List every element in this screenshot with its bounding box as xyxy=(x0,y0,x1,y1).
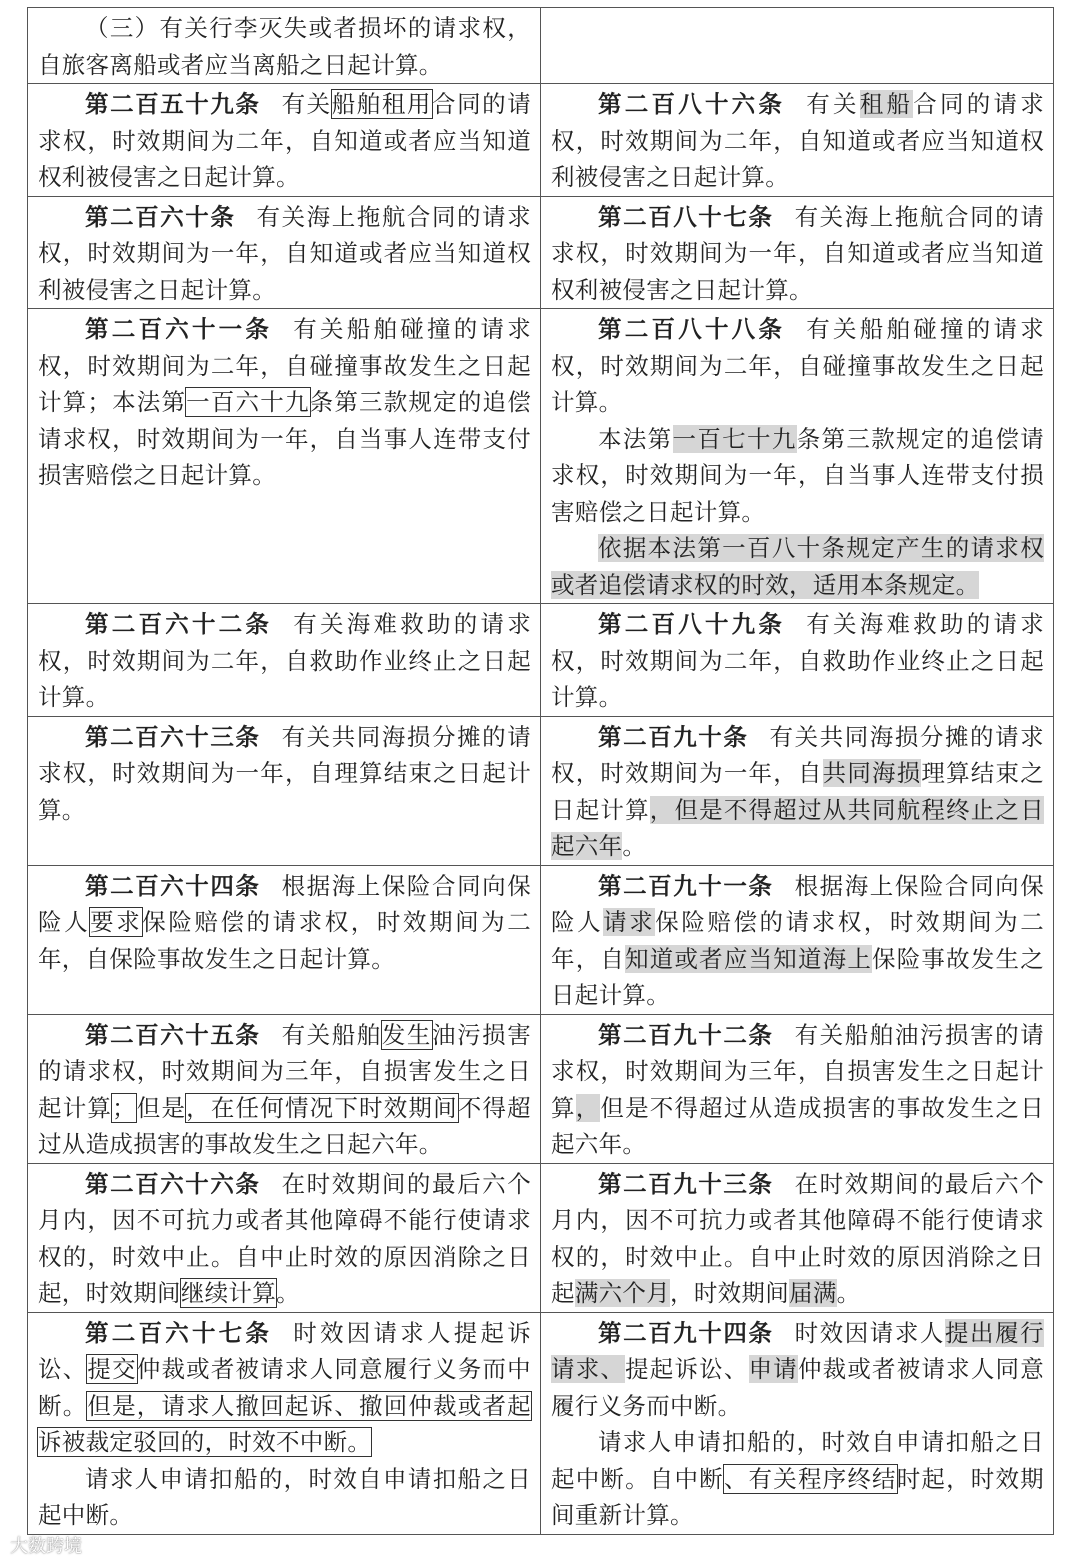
highlighted-text: 申请 xyxy=(748,1355,798,1383)
article-title: 第二百六十条 xyxy=(85,202,236,231)
left-cell xyxy=(28,716,541,865)
text: 有关船舶油污损害的请求权，时效期间为三年，自损害发生之日起计算 xyxy=(551,1020,1044,1122)
article-title: 第二百五十九条 xyxy=(85,90,261,118)
paragraph xyxy=(38,606,531,716)
paragraph xyxy=(38,199,531,309)
paragraph xyxy=(551,421,1044,531)
text: 。 xyxy=(622,832,647,860)
table-row xyxy=(28,1312,1054,1534)
boxed-text: 船舶租用 xyxy=(331,90,432,118)
boxed-text: 一百六十九 xyxy=(186,388,310,416)
right-cell xyxy=(541,865,1054,1014)
paragraph xyxy=(38,1461,531,1534)
paragraph xyxy=(551,1166,1044,1312)
text: 请求人申请扣船的，时效自申请扣船之日起中断。自中断 xyxy=(551,1428,1044,1493)
text: 保险赔偿的请求权，时效期间为二年，自保险事故发生之日起计算。 xyxy=(38,908,531,973)
table-row xyxy=(28,1163,1054,1312)
left-cell xyxy=(28,8,541,84)
left-cell xyxy=(28,84,541,197)
paragraph xyxy=(38,86,531,196)
boxed-text: 但是，请求人撤回起诉、撤回仲裁或者起诉被裁定驳回的，时效不中断。 xyxy=(38,1391,531,1456)
text: 根据海上保险合同向保险人 xyxy=(551,871,1044,936)
text: 时效因请求人 xyxy=(794,1318,945,1347)
boxed-text: 、有关程序终结 xyxy=(723,1464,897,1493)
right-cell xyxy=(541,1163,1054,1312)
highlighted-text: 满六个月 xyxy=(574,1279,671,1307)
highlighted-text: 提出履行请求、 xyxy=(551,1318,1044,1383)
table-row xyxy=(28,8,1054,84)
text: （三）有关行李灭失或者损坏的请求权，自旅客离船或者应当离船之日起计算。 xyxy=(38,14,531,79)
paragraph xyxy=(38,868,531,978)
highlighted-text: ，但是不得超过从共同航程终止之日起六年 xyxy=(551,795,1044,860)
article-title: 第二百八十七条 xyxy=(598,202,774,231)
comparison-table xyxy=(27,7,1054,1535)
paragraph xyxy=(551,1424,1044,1534)
text: 在时效期间的最后六个月内，因不可抗力或者其他障碍不能行使请求权的，时效中止。自中止时效的原因消除之日起 xyxy=(551,1169,1044,1307)
text: ，时效期间 xyxy=(670,1279,790,1307)
paragraph xyxy=(551,311,1044,421)
highlighted-text: 届满 xyxy=(789,1279,837,1307)
text: 有关 xyxy=(281,90,332,118)
left-cell xyxy=(28,196,541,309)
right-cell xyxy=(541,1312,1054,1534)
text: 保险事故发生之日起计算。 xyxy=(551,944,1045,1009)
text: 保险赔偿的请求权，时效期间为二年，自 xyxy=(551,908,1044,973)
highlighted-text: 知道或者应当知道海上 xyxy=(625,944,873,973)
boxed-text: 提交 xyxy=(87,1355,137,1383)
boxed-text: ，在任何情况下时效期间 xyxy=(186,1093,458,1122)
article-title: 第二百九十三条 xyxy=(598,1169,774,1198)
article-title: 第二百八十八条 xyxy=(598,315,786,343)
paragraph xyxy=(551,530,1044,603)
left-cell xyxy=(28,1014,541,1163)
article-title: 第二百九十条 xyxy=(598,722,749,751)
text: 但是 xyxy=(135,1093,187,1122)
right-cell xyxy=(541,84,1054,197)
highlighted-text: 共同海损 xyxy=(822,759,922,787)
text: 条第三款规定的追偿请求权，时效期间为一年，自当事人连带支付损害赔偿之日起计算。 xyxy=(38,388,532,489)
right-cell xyxy=(541,196,1054,309)
text: 根据海上保险合同向保险人 xyxy=(38,871,531,936)
table-row xyxy=(28,716,1054,865)
highlighted-text: 依据本法第一百八十条规定产生的请求权或者追偿请求权的时效，适用本条规定。 xyxy=(551,534,1044,599)
text: 不得超过从造成损害的事故发生之日起六年。 xyxy=(38,1093,531,1158)
text: 但是不得超过从造成损害的事故发生之日起六年。 xyxy=(551,1093,1044,1158)
text: 提起诉讼、 xyxy=(625,1355,749,1383)
right-cell xyxy=(541,309,1054,604)
article-title: 第二百六十五条 xyxy=(85,1020,261,1049)
text: 条第三款规定的追偿请求权，时效期间为一年，自当事人连带支付损害赔偿之日起计算。 xyxy=(551,424,1045,526)
text: 有关海上拖航合同的请求权，时效期间为一年，自知道或者应当知道权利被侵害之日起计算。 xyxy=(38,202,531,304)
paragraph xyxy=(38,311,531,494)
table-row xyxy=(28,84,1054,197)
text: 有关共同海损分摊的请求权，时效期间为一年，自理算结束之日起计算。 xyxy=(38,722,531,824)
text: 。 xyxy=(276,1279,300,1307)
text: 有关海难救助的请求权，时效期间为二年，自救助作业终止之日起计算。 xyxy=(38,610,531,711)
text: 时效因请求人提起诉讼、 xyxy=(38,1318,531,1383)
table-row xyxy=(28,309,1054,604)
article-title: 第二百六十三条 xyxy=(85,722,261,751)
article-title: 第二百八十九条 xyxy=(598,610,786,638)
text: 仲裁或者被请求人同意履行义务而中断。 xyxy=(551,1355,1045,1420)
table-row xyxy=(28,196,1054,309)
boxed-text: 发生 xyxy=(381,1020,432,1049)
text: 合同的请求权，时效期间为二年，自知道或者应当知道权利被侵害之日起计算。 xyxy=(38,90,531,191)
article-title: 第二百九十一条 xyxy=(598,871,774,900)
text: 合同的请求权，时效期间为二年，自知道或者应当知道权利被侵害之日起计算。 xyxy=(551,90,1045,191)
text: 。 xyxy=(836,1279,861,1307)
boxed-text: 要求 xyxy=(90,908,143,936)
text: 有关船舶 xyxy=(281,1020,382,1049)
text: 有关海上拖航合同的请求权，时效期间为一年，自知道或者应当知道权利被侵害之日起计算。 xyxy=(551,202,1044,304)
paragraph xyxy=(38,1315,531,1461)
table-row xyxy=(28,604,1054,717)
article-title: 第二百九十四条 xyxy=(598,1318,774,1347)
right-cell xyxy=(541,716,1054,865)
paragraph xyxy=(551,606,1044,716)
paragraph xyxy=(38,1166,531,1312)
highlighted-text: 租船 xyxy=(859,90,914,118)
boxed-text: ； xyxy=(112,1093,136,1122)
paragraph xyxy=(551,868,1044,1014)
paragraph xyxy=(551,199,1044,309)
text: 油污损害的请求权，时效期间为三年，自损害发生之日起计算 xyxy=(38,1020,531,1122)
text: 请求人申请扣船的，时效自申请扣船之日起中断。 xyxy=(38,1464,531,1529)
table-row xyxy=(28,1014,1054,1163)
text: 有关 xyxy=(806,90,860,118)
text: 有关船舶碰撞的请求权，时效期间为二年，自碰撞事故发生之日起计算。 xyxy=(551,315,1044,416)
text: 有关船舶碰撞的请求权，时效期间为二年，自碰撞事故发生之日起计算；本法第 xyxy=(38,315,531,416)
highlighted-text: 一百七十九 xyxy=(672,424,797,453)
article-title: 第二百六十六条 xyxy=(85,1169,261,1198)
article-title: 第二百六十一条 xyxy=(85,315,273,343)
article-title: 第二百八十六条 xyxy=(598,90,786,118)
paragraph xyxy=(551,86,1044,196)
right-cell xyxy=(541,604,1054,717)
right-cell xyxy=(541,8,1054,84)
text: 有关海难救助的请求权，时效期间为二年，自救助作业终止之日起计算。 xyxy=(551,610,1044,711)
text: 在时效期间的最后六个月内，因不可抗力或者其他障碍不能行使请求权的，时效中止。自中止时效的原因消除之日起，时效期间 xyxy=(38,1169,531,1307)
watermark: 大数跨境 xyxy=(10,1536,82,1557)
left-cell xyxy=(28,1312,541,1534)
text: 本法第 xyxy=(598,424,673,453)
paragraph xyxy=(551,719,1044,865)
text: 有关共同海损分摊的请求权，时效期间为一年，自 xyxy=(551,722,1044,787)
paragraph xyxy=(38,10,531,83)
text: 理算结束之日起计算 xyxy=(551,759,1044,824)
paragraph xyxy=(38,719,531,829)
right-cell xyxy=(541,1014,1054,1163)
paragraph xyxy=(551,1017,1044,1163)
article-title: 第二百六十四条 xyxy=(85,871,261,900)
left-cell xyxy=(28,1163,541,1312)
article-title: 第二百九十二条 xyxy=(598,1020,774,1049)
left-cell xyxy=(28,865,541,1014)
text: 仲裁或者被请求人同意履行义务而中断。 xyxy=(38,1355,531,1420)
table-row xyxy=(28,865,1054,1014)
paragraph xyxy=(38,1017,531,1163)
article-title: 第二百六十七条 xyxy=(85,1318,273,1347)
article-title: 第二百六十二条 xyxy=(85,610,273,638)
highlighted-text: ， xyxy=(575,1093,601,1122)
left-cell xyxy=(28,309,541,604)
highlighted-text: 请求 xyxy=(603,908,656,936)
boxed-text: 继续计算 xyxy=(180,1279,277,1307)
left-cell xyxy=(28,604,541,717)
text: 时起，时效期间重新计算。 xyxy=(551,1464,1044,1529)
paragraph xyxy=(551,1315,1044,1425)
